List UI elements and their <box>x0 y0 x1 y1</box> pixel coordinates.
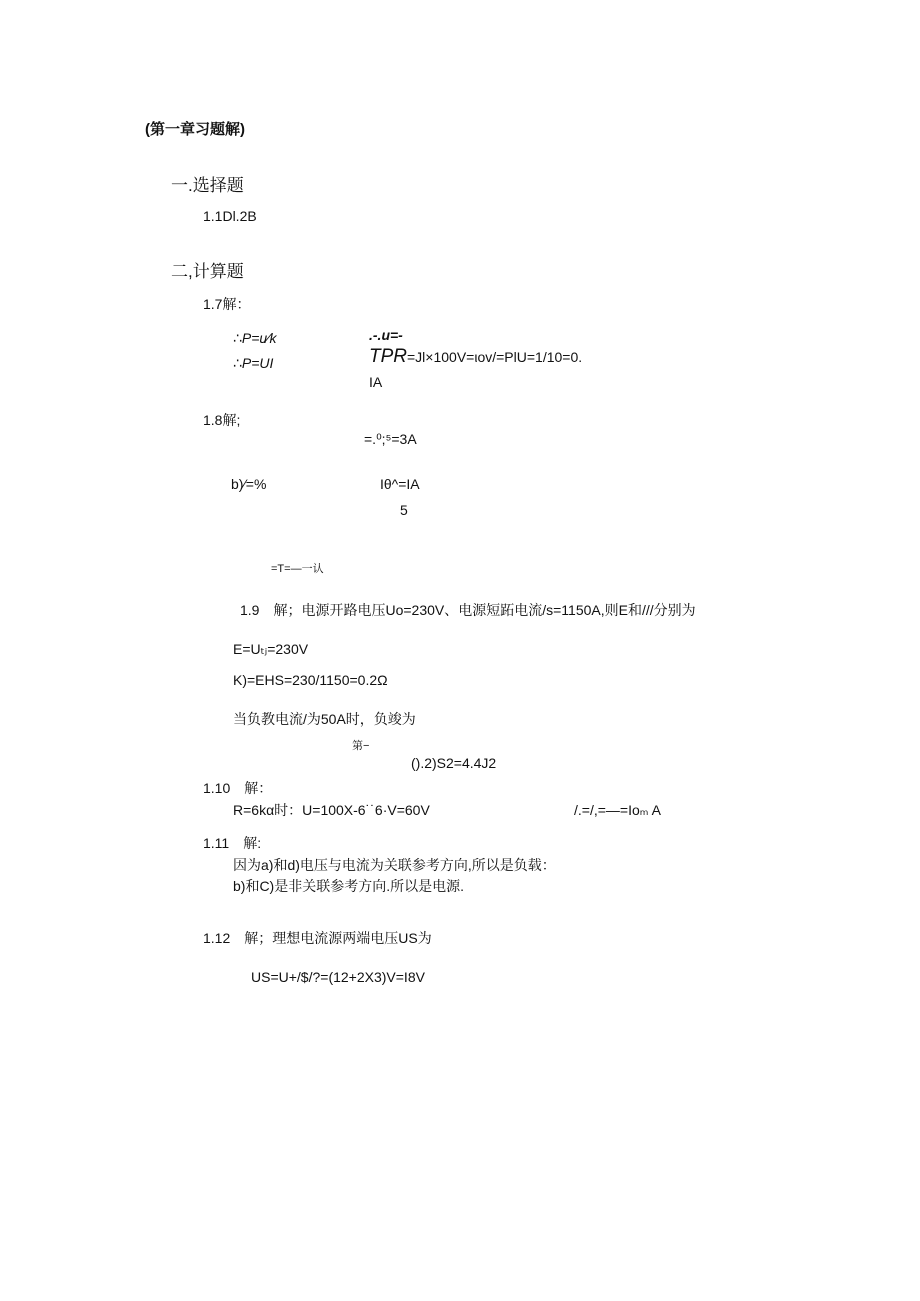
problem-1-11-label: 1.11 解: <box>203 835 262 851</box>
problem-1-7-eq-right-2-head: TPR <box>369 346 407 367</box>
choice-answers: 1.1Dl.2B <box>203 208 257 224</box>
problem-1-11-line-1: 因为a)和d)电压与电流为关联参考方向,所以是负载： <box>233 857 556 873</box>
problem-1-7-eq-left-2: ∴P=UI <box>233 355 274 371</box>
problem-1-7-eq-right-2-body: =Jl×100V=ιov/=PlU=1/10=0. <box>407 349 583 365</box>
section-heading-calc: 二,计算题 <box>171 262 244 281</box>
problem-1-8-eq-bottom: =T=—一认 <box>271 563 324 575</box>
problem-1-8-eq-1: =.⁰;⁵=3A <box>364 431 417 447</box>
problem-1-9-text: 1.9 解；电源开路电压Uo=230V、电源短跖电流/s=1150A,则E和///分别为 <box>240 602 696 618</box>
section-heading-choice: 一.选择题 <box>171 176 244 195</box>
problem-1-7-label: 1.7解： <box>203 296 251 312</box>
problem-1-7-eq-right-1: .-.u=- <box>369 327 403 343</box>
chapter-title: (第一章习题解) <box>145 121 245 138</box>
problem-1-9-note: 第− <box>352 740 370 752</box>
problem-1-11-line-2: b)和C)是非关联参考方向.所以是电源. <box>233 878 464 894</box>
problem-1-9-eq-2: K)=EHS=230/1150=0.2Ω <box>233 672 388 688</box>
problem-1-9-eq-4: ().2)S2=4.4J2 <box>411 755 497 771</box>
problem-1-10-label: 1.10 解： <box>203 780 273 796</box>
problem-1-7-eq-left-1: ∴P=u⁄k <box>233 330 277 346</box>
problem-1-8-b-denominator: 5 <box>400 502 408 518</box>
problem-1-7-eq-right-2 <box>369 347 582 366</box>
problem-1-8-label: 1.8解; <box>203 412 241 428</box>
problem-1-7-eq-right-3: IA <box>369 374 383 390</box>
problem-1-12-label: 1.12 解；理想电流源两端电压US为 <box>203 930 432 946</box>
problem-1-8-b-left: b)⁄=% <box>231 476 267 492</box>
problem-1-12-eq: US=U+/$/?=(12+2X3)V=I8V <box>251 969 425 985</box>
problem-1-9-eq-3: 当负教电流/为50A时，负竣为 <box>233 711 416 727</box>
problem-1-9-eq-1: E=Uₜⱼ=230V <box>233 641 309 657</box>
problem-1-10-eq-right: /.=/,=—=Ioₘ A <box>574 802 661 818</box>
problem-1-10-eq-left: R=6kα时：U=100X-6˙˙6·V=60V <box>233 802 430 818</box>
problem-1-8-b-right: Iθ^=IA <box>380 476 420 492</box>
